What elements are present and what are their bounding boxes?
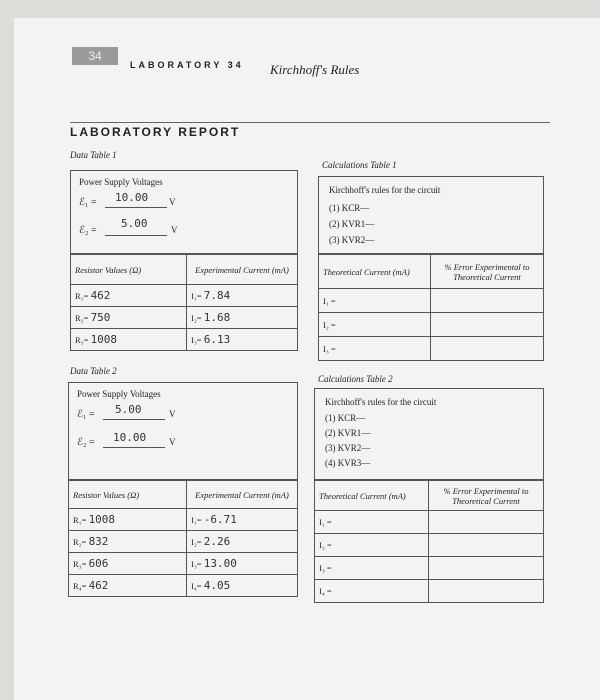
- report-title: LABORATORY REPORT: [70, 125, 241, 139]
- kirchhoff-rules-title: Kirchhoff's rules for the circuit: [329, 185, 441, 195]
- resistor-value: 606: [88, 557, 109, 570]
- theoretical-current-cell: I₃ =: [319, 337, 431, 361]
- rule-kvr2: (3) KVR2—: [325, 443, 371, 453]
- percent-error-cell: [429, 511, 544, 534]
- percent-error-cell: [431, 313, 544, 337]
- theoretical-current-header: Theoretical Current (mA): [315, 481, 429, 511]
- current-value: 1.68: [203, 311, 231, 324]
- experimental-current-header: Experimental Current (mA): [187, 255, 298, 285]
- table-row: [69, 575, 298, 597]
- emf2-unit: V: [169, 437, 176, 447]
- theoretical-current-cell: I₂ =: [319, 313, 431, 337]
- current-label: I₃=: [191, 559, 202, 569]
- resistor-value: 462: [88, 579, 109, 592]
- rule-kvr2: (3) KVR2—: [329, 235, 375, 245]
- percent-error-header: % Error Experimental to Theoretical Current: [429, 481, 544, 511]
- current-label: I₄=: [191, 581, 202, 591]
- current-label: I₁=: [191, 515, 202, 525]
- rule-kvr3: (4) KVR3—: [325, 458, 371, 468]
- rule-kvr1: (2) KVR1—: [329, 219, 375, 229]
- rule-kvr1: (2) KVR1—: [325, 428, 371, 438]
- rule-kcr: (1) KCR—: [329, 203, 370, 213]
- emf2-value: 5.00: [121, 217, 148, 230]
- table-row: [315, 511, 544, 534]
- resistor-value: 462: [90, 289, 111, 302]
- current-value: 2.26: [203, 535, 231, 548]
- table-row: [319, 313, 544, 337]
- emf2-label: ℰ₂ =: [77, 437, 95, 448]
- resistor-label: R₁=: [73, 515, 87, 525]
- table-row: [71, 285, 298, 307]
- data-table-2-grid: [68, 480, 298, 597]
- table-row: [69, 509, 298, 531]
- resistor-label: R₄=: [73, 581, 87, 591]
- data-table-1-grid: [70, 254, 298, 351]
- theoretical-current-cell: I₁ =: [319, 289, 431, 313]
- rule-kcr: (1) KCR—: [325, 413, 366, 423]
- emf1-underline: [105, 207, 167, 208]
- calculations-table-2-rules-box: [314, 388, 544, 480]
- calculations-table-2-label: Calculations Table 2: [318, 374, 393, 384]
- table-row: [315, 557, 544, 580]
- emf2-underline: [105, 235, 167, 236]
- theoretical-current-cell: I₁ =: [315, 511, 429, 534]
- emf1-value: 10.00: [115, 191, 149, 204]
- resistor-value: 1008: [88, 513, 116, 526]
- current-value: 13.00: [203, 557, 237, 570]
- current-value: -6.71: [203, 513, 237, 526]
- emf1-underline: [103, 419, 165, 420]
- emf2-value: 10.00: [113, 431, 147, 444]
- table-row: [71, 307, 298, 329]
- emf1-label: ℰ₁ =: [77, 409, 95, 420]
- resistor-values-header: Resistor Values (Ω): [69, 481, 187, 509]
- calculations-table-1-grid: [318, 254, 544, 361]
- percent-error-header: % Error Experimental to Theoretical Current: [431, 255, 544, 289]
- resistor-value: 1008: [90, 333, 118, 346]
- table-row: [69, 531, 298, 553]
- resistor-value: 750: [90, 311, 111, 324]
- emf1-unit: V: [169, 197, 176, 207]
- table-row: [315, 580, 544, 603]
- emf1-label: ℰ₁ =: [79, 197, 97, 208]
- data-table-1-label: Data Table 1: [70, 150, 117, 160]
- emf1-value: 5.00: [115, 403, 142, 416]
- kirchhoff-rules-title: Kirchhoff's rules for the circuit: [325, 397, 437, 407]
- lab-title: Kirchhoff's Rules: [270, 62, 360, 77]
- theoretical-current-cell: I₂ =: [315, 534, 429, 557]
- theoretical-current-cell: I₃ =: [315, 557, 429, 580]
- theoretical-current-cell: I₄ =: [315, 580, 429, 603]
- table-row: [319, 289, 544, 313]
- emf2-underline: [103, 447, 165, 448]
- current-label: I₂=: [191, 537, 202, 547]
- header-divider: [70, 122, 550, 123]
- percent-error-cell: [431, 337, 544, 361]
- theoretical-current-header: Theoretical Current (mA): [319, 255, 431, 289]
- emf2-unit: V: [171, 225, 178, 235]
- calculations-table-1-label: Calculations Table 1: [322, 160, 397, 170]
- page-number: 34: [72, 47, 118, 65]
- power-supply-voltages-label: Power Supply Voltages: [77, 389, 161, 399]
- current-value: 6.13: [203, 333, 231, 346]
- emf1-unit: V: [169, 409, 176, 419]
- current-label: I₂=: [191, 313, 202, 323]
- resistor-label: R₂=: [73, 537, 87, 547]
- table-row: [319, 337, 544, 361]
- current-value: 7.84: [203, 289, 231, 302]
- experimental-current-header: Experimental Current (mA): [187, 481, 298, 509]
- resistor-label: R₃=: [73, 559, 87, 569]
- current-value: 4.05: [203, 579, 231, 592]
- data-table-2-voltages-box: [68, 382, 298, 480]
- resistor-label: R₂=: [75, 313, 89, 323]
- current-label: I₁=: [191, 291, 202, 301]
- percent-error-cell: [431, 289, 544, 313]
- resistor-values-header: Resistor Values (Ω): [71, 255, 187, 285]
- resistor-label: R₁=: [75, 291, 89, 301]
- current-label: I₃=: [191, 335, 202, 345]
- power-supply-voltages-label: Power Supply Voltages: [79, 177, 163, 187]
- resistor-label: R₃=: [75, 335, 89, 345]
- table-row: [315, 534, 544, 557]
- calculations-table-1-rules-box: [318, 176, 544, 254]
- percent-error-cell: [429, 534, 544, 557]
- data-table-2-label: Data Table 2: [70, 366, 117, 376]
- lab-heading: LABORATORY 34: [130, 60, 244, 70]
- resistor-value: 832: [88, 535, 109, 548]
- percent-error-cell: [429, 580, 544, 603]
- table-row: [69, 553, 298, 575]
- table-row: [71, 329, 298, 351]
- data-table-1-voltages-box: [70, 170, 298, 254]
- percent-error-cell: [429, 557, 544, 580]
- emf2-label: ℰ₂ =: [79, 225, 97, 236]
- calculations-table-2-grid: [314, 480, 544, 603]
